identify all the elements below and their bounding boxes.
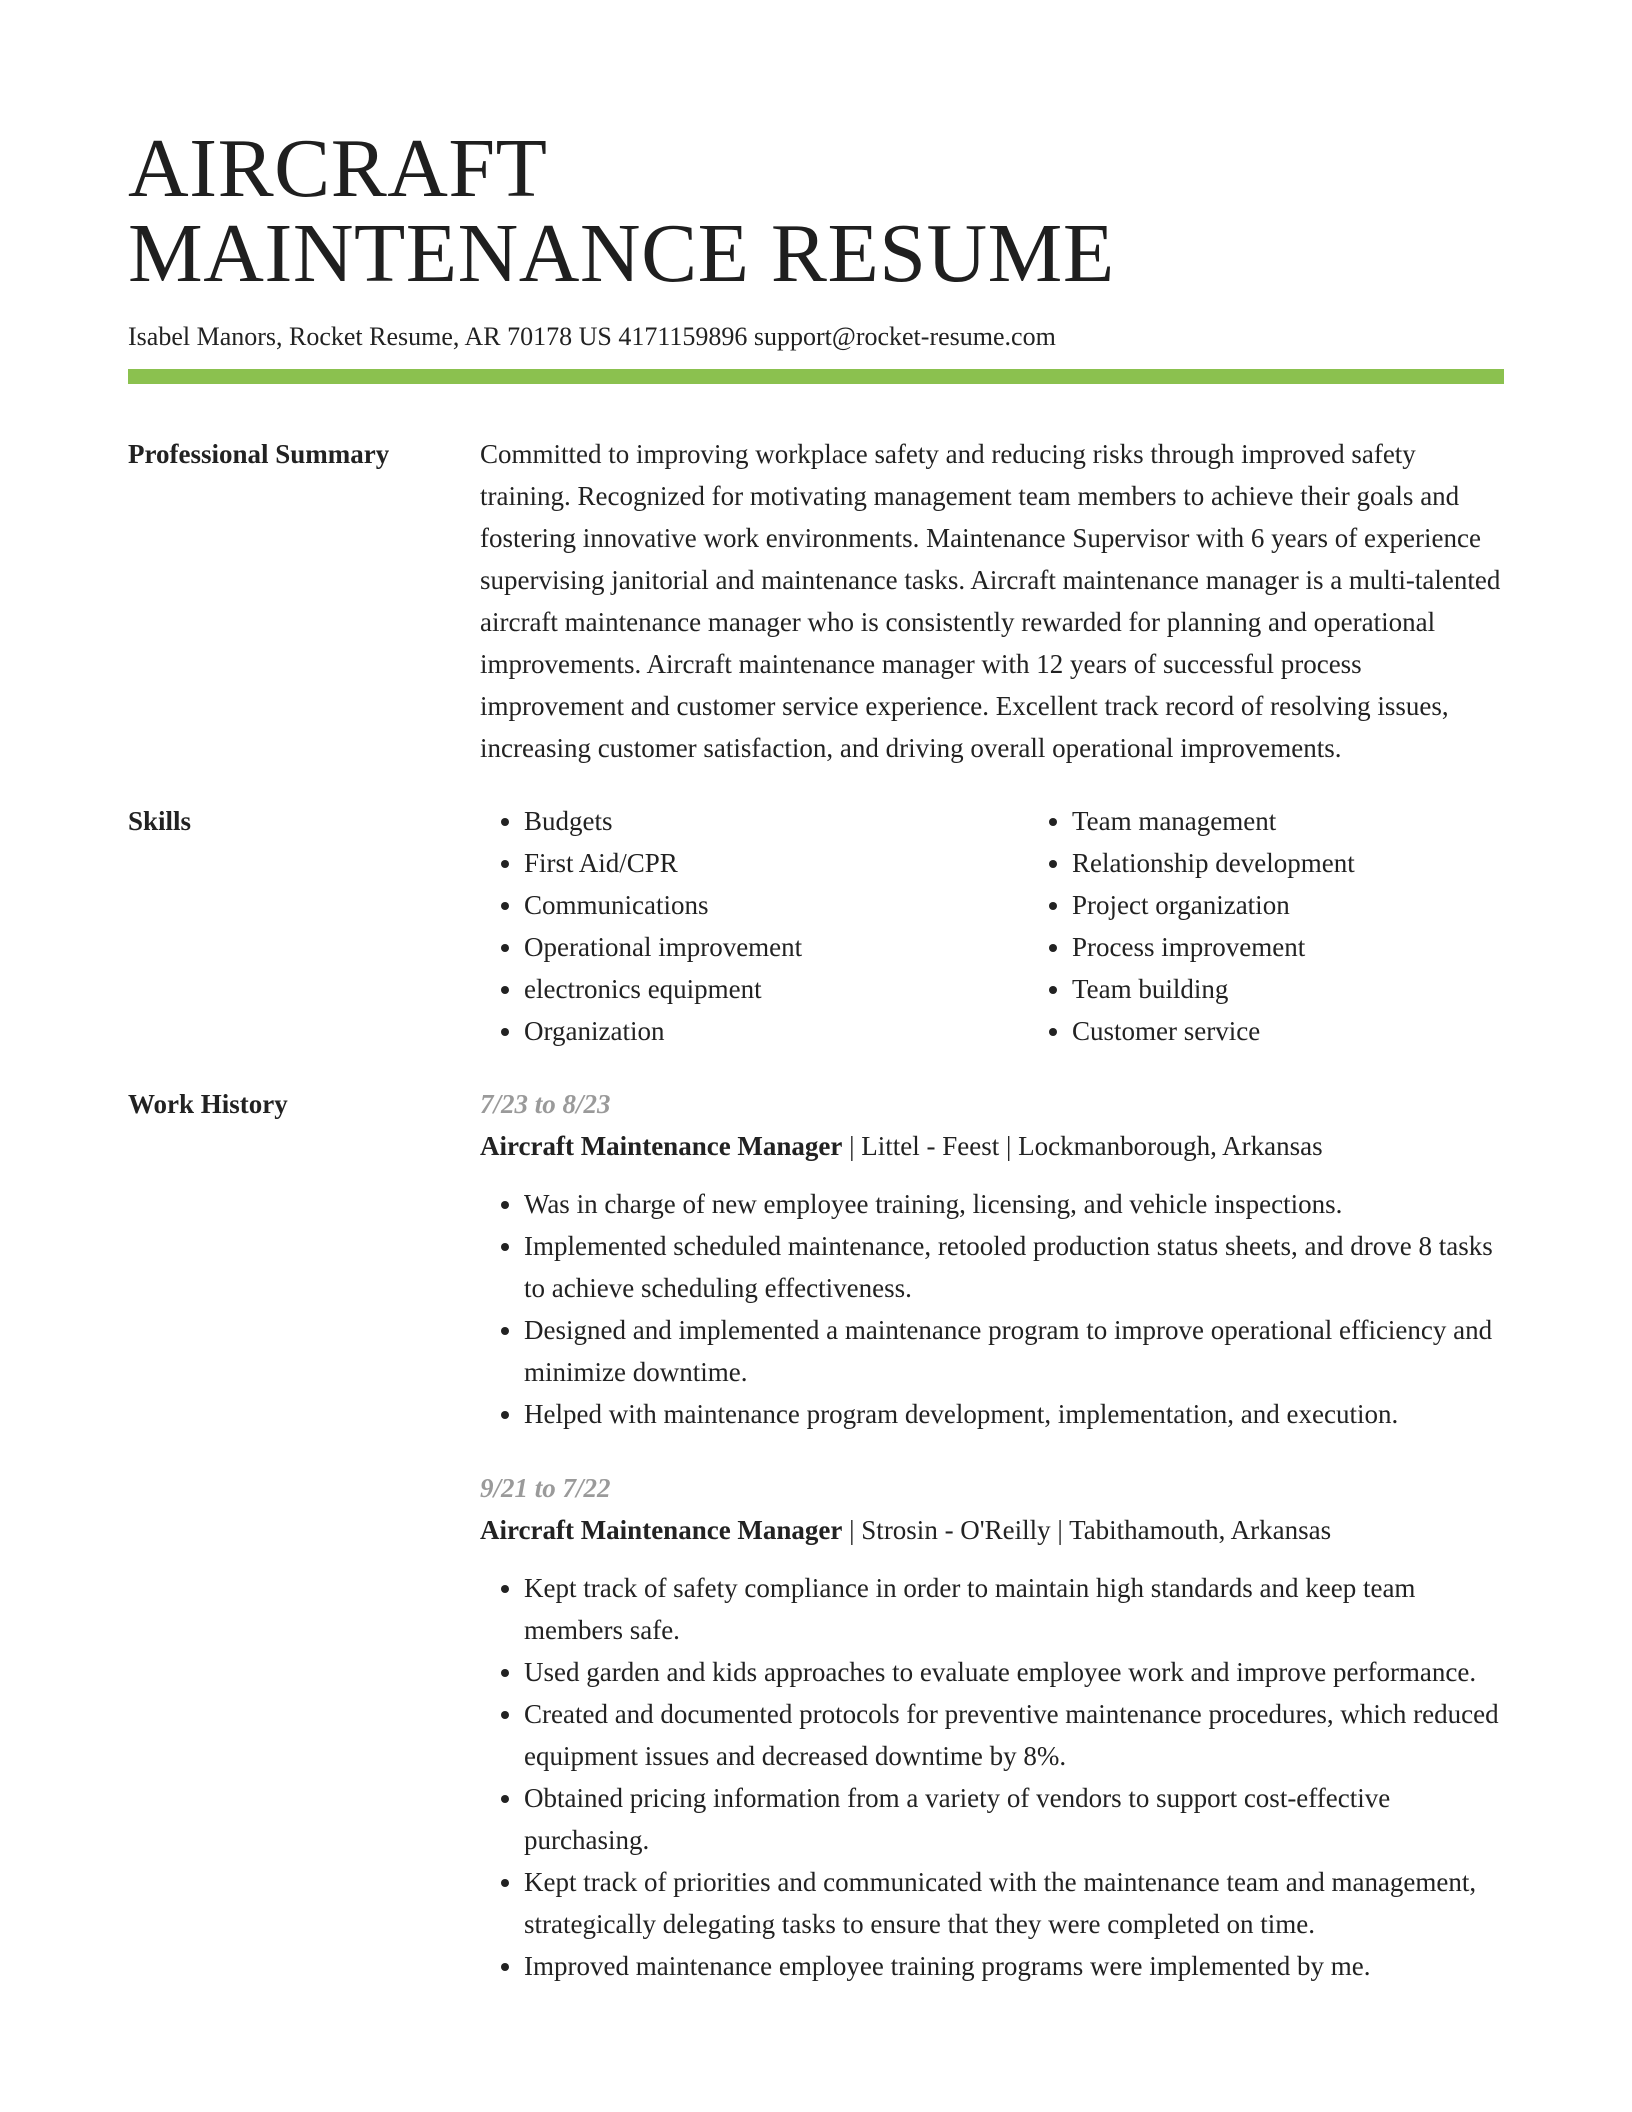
job-details: | Littel - Feest | Lockmanborough, Arkansas — [842, 1131, 1323, 1161]
work-history-body — [480, 1083, 1504, 1987]
job-bullet: • Created and documented protocols for preventive maintenance procedures, which reduced equipment issues and decreased downtime by 8%. — [524, 1693, 1504, 1777]
work-history-label: Work History — [128, 1089, 288, 1119]
skill-item: • Relationship development — [1072, 842, 1576, 884]
skill-item: • Customer service — [1072, 1010, 1576, 1052]
skill-item: • Organization — [524, 1010, 1028, 1052]
job-bullet: • Designed and implemented a maintenance program to improve operational efficiency and minimize downtime. — [524, 1309, 1504, 1393]
job-heading — [480, 1509, 1504, 1551]
title-line-1: AIRCRAFT — [128, 122, 548, 215]
job-bullet: • Implemented scheduled maintenance, retooled production status sheets, and drove 8 tasks to achieve scheduling effectiveness. — [524, 1225, 1504, 1309]
title-line-2: MAINTENANCE RESUME — [128, 207, 1115, 300]
job-bullets — [480, 1567, 1504, 1987]
contact-info: Isabel Manors, Rocket Resume, AR 70178 US 4171159896 support@rocket-resume.com — [128, 322, 1056, 351]
skill-item: • Team management — [1072, 800, 1576, 842]
job-bullet: • Was in charge of new employee training, licensing, and vehicle inspections. — [524, 1183, 1504, 1225]
skill-item: • Process improvement — [1072, 926, 1576, 968]
job-entry — [480, 1083, 1504, 1435]
job-dates: 7/23 to 8/23 — [480, 1089, 611, 1119]
summary-body — [480, 433, 1504, 769]
resume-title — [128, 0, 1504, 300]
skill-item: • electronics equipment — [524, 968, 1028, 1010]
job-bullet: • Kept track of safety compliance in order to maintain high standards and keep team members safe. — [524, 1567, 1504, 1651]
job-heading — [480, 1125, 1504, 1167]
skill-item: • Project organization — [1072, 884, 1576, 926]
job-dates: 9/21 to 7/22 — [480, 1473, 611, 1503]
summary-section — [128, 433, 1504, 769]
skill-item: • Team building — [1072, 968, 1576, 1010]
job-bullets — [480, 1183, 1504, 1435]
job-title: Aircraft Maintenance Manager — [480, 1515, 843, 1545]
skill-item: • First Aid/CPR — [524, 842, 1028, 884]
skills-column-right — [1028, 800, 1576, 1052]
job-bullet: • Improved maintenance employee training programs were implemented by me. — [524, 1945, 1504, 1987]
job-bullet: • Used garden and kids approaches to evaluate employee work and improve performance. — [524, 1651, 1504, 1693]
job-bullet: • Helped with maintenance program development, implementation, and execution. — [524, 1393, 1504, 1435]
job-details: | Strosin - O'Reilly | Tabithamouth, Arkansas — [842, 1515, 1332, 1545]
job-bullet: • Kept track of priorities and communicated with the maintenance team and management, strategically delegating tasks to ensure that they were completed on time. — [524, 1861, 1504, 1945]
work-history-section — [128, 1083, 1504, 1987]
skills-column-left — [480, 800, 1028, 1052]
job-bullet: • Obtained pricing information from a variety of vendors to support cost-effective purchasing. — [524, 1777, 1504, 1861]
skill-item: • Budgets — [524, 800, 1028, 842]
job-title: Aircraft Maintenance Manager — [480, 1131, 843, 1161]
skills-section — [128, 800, 1504, 1052]
summary-text: Committed to improving workplace safety and reducing risks through improved safety training. Recognized for motivating management team members to achieve their goals and fostering innovative work environments. Maintenance Supervisor with 6 years of experience supervising janitorial and maintenance tasks. Aircraft maintenance manager is a multi-talented aircraft maintenance manager who is consistently rewarded for planning and operational improvements. Aircraft maintenance manager with 12 years of successful process improvement and customer service experience. Excellent track record of resolving issues, increasing customer satisfaction, and driving overall operational improvements. — [480, 439, 1501, 763]
skill-item: • Operational improvement — [524, 926, 1028, 968]
accent-divider — [128, 369, 1504, 384]
resume-page — [128, 0, 1504, 1987]
summary-label: Professional Summary — [128, 439, 390, 469]
skill-item: • Communications — [524, 884, 1028, 926]
job-entry — [480, 1467, 1504, 1987]
skills-label: Skills — [128, 806, 192, 836]
skills-grid — [480, 800, 1576, 1052]
